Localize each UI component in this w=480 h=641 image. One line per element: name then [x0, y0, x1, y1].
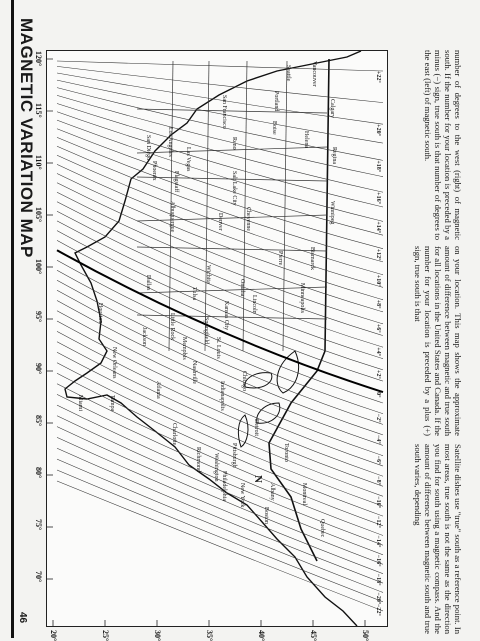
city-label: Memphis: [181, 337, 187, 360]
city-label: Kansas City: [223, 301, 229, 331]
city-label: Regina: [331, 147, 337, 164]
state-boundary: [137, 247, 327, 251]
city-label: Indianapolis: [219, 381, 225, 411]
longitude-label: 105°: [34, 207, 43, 223]
city-label: Las Vegas: [185, 147, 191, 172]
city-label: Helena: [303, 131, 309, 148]
city-label: Atlanta: [155, 381, 161, 399]
city-label: Detroit: [253, 419, 259, 436]
longitude-label: 120°: [34, 51, 43, 67]
city-label: Little Rock: [169, 313, 175, 341]
city-label: Pierre: [277, 251, 283, 266]
city-label: Toronto: [283, 443, 289, 462]
isogonic-line: [57, 405, 383, 545]
city-label: Omaha: [239, 279, 245, 297]
state-boundary: [283, 61, 287, 351]
isogonic-label: −12°: [375, 516, 381, 528]
isogonic-line: [57, 240, 383, 381]
city-label: Miami: [77, 395, 83, 411]
coastline: [65, 51, 361, 626]
longitude-label: 110°: [34, 155, 43, 170]
isogonic-line: [57, 352, 383, 496]
city-label: Cheyenne: [245, 207, 251, 231]
isogonic-label: −22°: [375, 604, 381, 616]
page-number: 46: [17, 612, 28, 624]
latitude-label: 35°: [205, 630, 214, 641]
state-boundary: [137, 109, 327, 113]
isogonic-label: −14°: [375, 535, 381, 548]
title-rule: [11, 0, 14, 638]
longitude-label: 90°: [34, 363, 43, 375]
city-label: Portland: [273, 91, 279, 112]
city-label: Salt Lake City: [231, 171, 237, 206]
city-label: Bismarck: [309, 247, 315, 270]
isogonic-label: +20°: [375, 124, 381, 136]
city-label: New Orleans: [111, 347, 117, 379]
city-label: Lincoln: [251, 295, 257, 314]
isogonic-line: [57, 250, 383, 392]
compass-north-label: N: [252, 475, 264, 483]
isogonic-line: [57, 481, 383, 611]
isogonic-label: −4°: [375, 434, 381, 444]
city-label: Flagstaff: [173, 171, 179, 193]
city-label: Albuquerque: [169, 201, 175, 233]
city-label: Albany: [269, 483, 275, 501]
city-label: San Diego: [145, 135, 151, 161]
isogonic-label: +8°: [375, 299, 381, 309]
city-label: Nashville: [191, 361, 197, 384]
state-boundary: [137, 315, 327, 319]
latitude-label: 50°: [361, 630, 370, 641]
latitude-label: 20°: [49, 630, 58, 641]
isogonic-line: [57, 290, 383, 435]
city-label: Chicago: [241, 371, 247, 391]
isogonic-label: −10°: [375, 496, 381, 509]
isogonic-label: +2°: [375, 369, 381, 379]
city-label: Seattle: [285, 65, 291, 82]
isogonic-label: +12°: [375, 248, 381, 261]
longitude-label: 80°: [34, 467, 43, 479]
city-label: Dallas: [145, 275, 151, 291]
city-label: Boise: [271, 121, 277, 135]
paragraph-column-2: on your location. This map shows the approximate amount of difference between magnetic and true south for all locations in the United States and Canada. If the number for your location is preceded by a plus (+) sign, true south is that: [412, 246, 464, 436]
longitude-label: 85°: [34, 415, 43, 427]
isogonic-line: [57, 301, 383, 446]
agonic-line: [57, 250, 383, 392]
isogonic-line: [57, 342, 383, 487]
magnetic-variation-map: [34, 50, 388, 641]
city-label: St. Louis: [215, 337, 221, 359]
longitude-label: 115°: [34, 103, 43, 118]
city-label: Phoenix: [151, 161, 157, 181]
isogonic-label: +4°: [375, 347, 381, 357]
city-label: Washington: [213, 453, 219, 482]
paragraph-column-3: number of degrees to the west (right) of magnetic south. If the number for your location is preceded by a minus (−) sign, true south is that number of degrees to the east (left) of magnetic south.: [422, 50, 464, 240]
page-title: MAGNETIC VARIATION MAP: [17, 18, 36, 258]
city-label: San Francisco: [221, 95, 227, 129]
state-boundary: [137, 215, 327, 221]
isogonic-label: −6°: [375, 455, 381, 465]
city-label: Springfield: [203, 317, 209, 344]
latitude-label: 30°: [153, 630, 162, 641]
longitude-label: 95°: [34, 311, 43, 323]
isogonic-line: [57, 61, 383, 71]
longitude-label: 75°: [34, 519, 43, 531]
latitude-label: 25°: [101, 630, 110, 641]
city-label: Philadelphia: [221, 471, 227, 501]
city-label: New York: [239, 483, 245, 508]
city-label: Denver: [217, 213, 223, 231]
city-label: Vancouver: [311, 61, 317, 87]
city-label: Quebec: [319, 519, 325, 538]
city-label: Reno: [231, 137, 237, 150]
isogonic-label: +22°: [375, 71, 381, 83]
city-label: Richmond: [195, 447, 201, 472]
city-label: Wichita: [205, 265, 211, 284]
isogonic-label: +6°: [375, 323, 381, 333]
longitude-label: 70°: [34, 571, 43, 583]
isogonic-label: +14°: [375, 221, 381, 234]
isogonic-line: [57, 459, 383, 592]
city-label: Boston: [263, 507, 269, 525]
isogonic-label: −8°: [375, 476, 381, 485]
city-label: Montreal: [301, 483, 307, 505]
state-boundary: [243, 61, 247, 351]
isogonic-label: +10°: [375, 274, 381, 287]
lake-michigan: [245, 373, 272, 388]
isogonic-label: −2°: [375, 413, 381, 423]
isogonic-label: +18°: [375, 160, 381, 173]
longitude-label: 100°: [34, 259, 43, 275]
isogonic-line: [57, 427, 383, 565]
city-label: Charlotte: [171, 423, 177, 446]
city-label: Jackson: [141, 327, 147, 346]
isogonic-label: −18°: [375, 573, 381, 586]
city-label: Winnipeg: [329, 201, 335, 225]
latitude-label: 45°: [309, 630, 318, 641]
isogonic-line: [57, 66, 383, 102]
isogonic-label: 0°: [375, 392, 381, 398]
paragraph-column-1: Satellite dishes use "true" south as a reference point. In most areas, true south is not the same as the direction you find for south using a magnetic compass. And the amount of difference between magnetic south and true south varies, depending: [412, 444, 464, 634]
lake-erie: [238, 415, 248, 447]
isogonic-label: −20°: [375, 592, 381, 605]
isogonic-line: [57, 413, 383, 555]
isogonic-label: −16°: [375, 554, 381, 567]
city-label: Pittsburgh: [231, 443, 237, 468]
city-label: Minneapolis: [299, 283, 305, 313]
city-label: Los Angeles: [167, 127, 173, 157]
isogonic-label: +16°: [375, 192, 381, 204]
city-label: Tulsa: [191, 287, 197, 301]
city-label: Calgary: [329, 99, 335, 118]
city-label: Tampa: [109, 395, 115, 412]
latitude-label: 40°: [257, 630, 266, 641]
city-label: Houston: [97, 303, 103, 324]
isogonic-line: [57, 394, 383, 538]
